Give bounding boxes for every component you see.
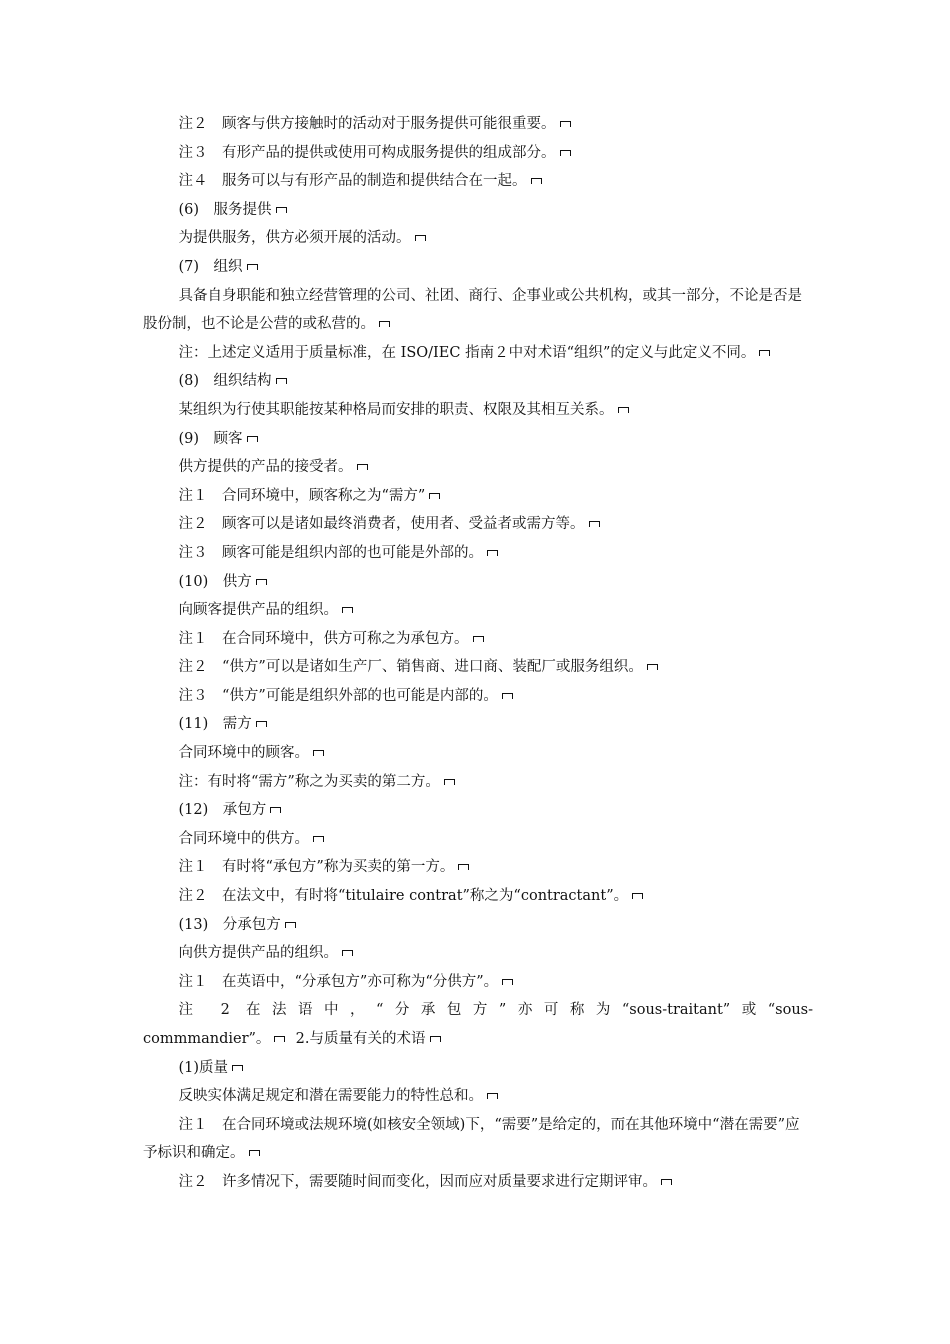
paragraph-mark-icon xyxy=(631,892,644,900)
term-definition: 向供方提供产品的组织。 xyxy=(143,939,813,968)
paragraph-mark-icon xyxy=(660,1178,673,1186)
term-heading: (1)质量 xyxy=(143,1054,813,1083)
paragraph-mark-icon xyxy=(428,492,441,500)
paragraph-mark-icon xyxy=(341,949,354,957)
paragraph-mark-icon xyxy=(443,778,456,786)
paragraph-justified: 注 2 在法语中，“分承包方”亦可称为“sous-traitant”或“sous- xyxy=(178,1002,813,1019)
term-heading: (6) 服务提供 xyxy=(143,196,813,225)
paragraph-mark-icon xyxy=(617,406,630,414)
paragraph: 注２ 在法文中，有时将“titulaire contrat”称之为“contractant”。 xyxy=(143,882,813,911)
document-page xyxy=(143,110,813,1197)
term-heading: (12) 承包方 xyxy=(143,796,813,825)
paragraph: 注３ 顾客可能是组织内部的也可能是外部的。 xyxy=(143,539,813,568)
paragraph-mark-icon xyxy=(269,806,282,814)
term-definition: 反映实体满足规定和潜在需要能力的特性总和。 xyxy=(143,1082,813,1111)
term-definition: 为提供服务，供方必须开展的活动。 xyxy=(143,224,813,253)
paragraph-mark-icon xyxy=(758,349,771,357)
paragraph-mark-icon xyxy=(231,1064,244,1072)
term-definition: 合同环境中的供方。 xyxy=(143,825,813,854)
term-heading: (10) 供方 xyxy=(143,568,813,597)
paragraph-mark-icon xyxy=(273,1035,286,1043)
paragraph: 注３ “供方”可能是组织外部的也可能是内部的。 xyxy=(143,682,813,711)
term-definition: 合同环境中的顾客。 xyxy=(143,739,813,768)
paragraph: 注：上述定义适用于质量标准，在 ISO/IEC 指南２中对术语“组织”的定义与此定义不同。 xyxy=(143,339,813,368)
paragraph: 注１ 有时将“承包方”称为买卖的第一方。 xyxy=(143,853,813,882)
paragraph-mark-icon xyxy=(255,578,268,586)
paragraph-mark-icon xyxy=(312,749,325,757)
paragraph-mark-icon xyxy=(246,435,259,443)
paragraph-mark-icon xyxy=(486,1092,499,1100)
paragraph-mark-icon xyxy=(275,206,288,214)
paragraph: 注３ 有形产品的提供或使用可构成服务提供的组成部分。 xyxy=(143,139,813,168)
term-definition: 具备自身职能和独立经营管理的公司、社团、商行、企事业或公共机构，或其一部分，不论是否是股份制，也不论是公营的或私营的。 xyxy=(143,287,803,333)
paragraph-mark-icon xyxy=(429,1035,442,1043)
paragraph-mark-icon xyxy=(341,606,354,614)
paragraph: 注４ 服务可以与有形产品的制造和提供结合在一起。 xyxy=(143,167,813,196)
paragraph-mark-icon xyxy=(284,921,297,929)
paragraph-mark-icon xyxy=(501,692,514,700)
paragraph-continuation: commmandier”。 2.与质量有关的术语 xyxy=(143,1025,813,1054)
paragraph-mark-icon xyxy=(588,520,601,528)
term-definition: 供方提供的产品的接受者。 xyxy=(143,453,813,482)
term-heading: (7) 组织 xyxy=(143,253,813,282)
paragraph-mark-icon xyxy=(248,1149,261,1157)
term-definition: 某组织为行使其职能按某种格局而安排的职责、权限及其相互关系。 xyxy=(143,396,813,425)
paragraph: 注２ “供方”可以是诸如生产厂、销售商、进口商、装配厂或服务组织。 xyxy=(143,653,813,682)
paragraph: 注１ 在英语中，“分承包方”亦可称为“分供方”。 xyxy=(143,968,813,997)
paragraph-mark-icon xyxy=(646,663,659,671)
term-definition: 向顾客提供产品的组织。 xyxy=(143,596,813,625)
paragraph-mark-icon xyxy=(486,549,499,557)
paragraph-mark-icon xyxy=(472,635,485,643)
paragraph: 注１ 在合同环境中，供方可称之为承包方。 xyxy=(143,625,813,654)
term-heading: (9) 顾客 xyxy=(143,425,813,454)
paragraph: 注：有时将“需方”称之为买卖的第二方。 xyxy=(143,768,813,797)
paragraph: 注２ 许多情况下，需要随时间而变化，因而应对质量要求进行定期评审。 xyxy=(143,1168,813,1197)
paragraph-mark-icon xyxy=(530,177,543,185)
paragraph-mark-icon xyxy=(457,863,470,871)
paragraph-mark-icon xyxy=(414,234,427,242)
paragraph-mark-icon xyxy=(246,263,259,271)
paragraph: 注１ 合同环境中，顾客称之为“需方” xyxy=(143,482,813,511)
paragraph-mark-icon xyxy=(559,120,572,128)
section-heading: 2.与质量有关的术语 xyxy=(295,1031,426,1047)
paragraph-mark-icon xyxy=(559,149,572,157)
term-heading: (8) 组织结构 xyxy=(143,367,813,396)
term-heading: (13) 分承包方 xyxy=(143,911,813,940)
paragraph-mark-icon xyxy=(501,978,514,986)
paragraph-mark-icon xyxy=(356,463,369,471)
paragraph-mark-icon xyxy=(275,377,288,385)
paragraph: 注１ 在合同环境或法规环境(如核安全领域)下，“需要”是给定的，而在其他环境中“潜在需要”应予标识和确定。 xyxy=(143,1116,800,1162)
term-heading: (11) 需方 xyxy=(143,710,813,739)
paragraph: 注２ 顾客可以是诸如最终消费者，使用者、受益者或需方等。 xyxy=(143,510,813,539)
paragraph-mark-icon xyxy=(255,720,268,728)
paragraph: 注２ 顾客与供方接触时的活动对于服务提供可能很重要。 xyxy=(143,110,813,139)
paragraph-mark-icon xyxy=(378,320,391,328)
paragraph-mark-icon xyxy=(312,835,325,843)
